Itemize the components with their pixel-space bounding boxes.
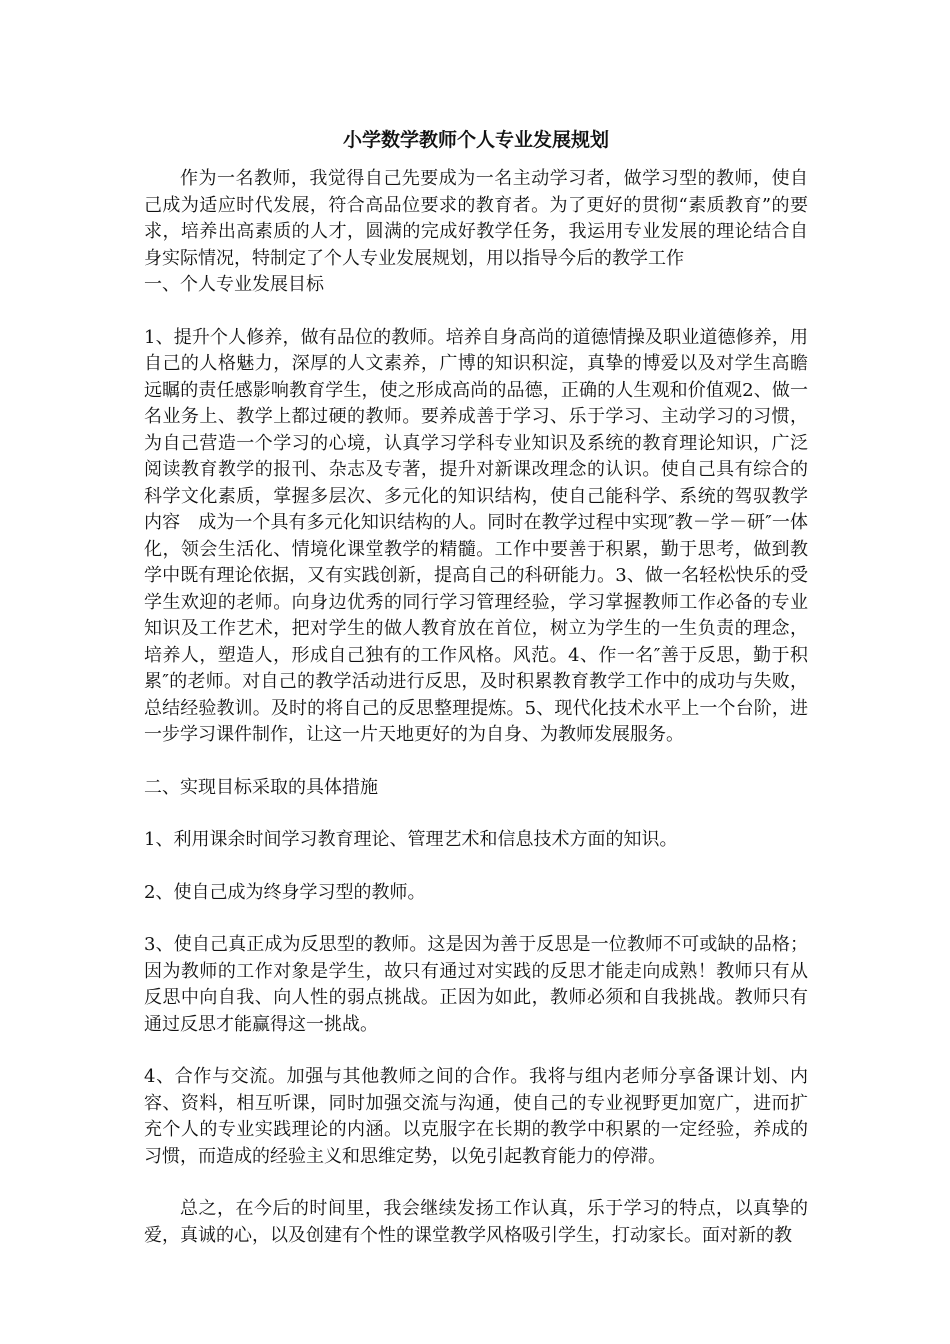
section1-heading: 一、个人专业发展目标 [144,274,324,295]
document-title: 小学数学教师个人专业发展规划 [342,129,609,151]
section1-body: 1、提升个人修养，做有品位的教师。培养自身高尚的道德情操及职业道德修养，用自己的人格魅力，深厚的人文素养，广博的知识积淀，真挚的博爱以及对学生高瞻远瞩的责任感影响教育学生，使之形成高尚的品德，正确的人生观和价值观2、做一名业务上、教学上都过硬的教师。要养成善于学习、乐于学习、主动学习的习惯，为自己营造一个学习的心境，认真学习学科专业知识及系统的教育理论知识，广泛阅读教育教学的报刊、杂志及专著，提升对新课改理念的认识。使自己具有综合的科学文化素质，掌握多层次、多元化的知识结构，使自己能科学、系统的驾驭教学内容 成为一个具有多元化知识结构的人。同时在教学过程中实现″教－学－研″一体化，领会生活化、情境化课堂教学的精髓。工作中要善于积累，勤于思考，做到教学中既有理论依据，又有实践创新，提高自己的科研能力。3、做一名轻松快乐的受学生欢迎的老师。向身边优秀的同行学习管理经验，学习掌握教师工作必备的专业知识及工作艺术，把对学生的做人教育放在首位，树立为学生的一生负责的理念，培养人，塑造人，形成自己独有的工作风格。风范。4、作一名″善于反思，勤于积累″的老师。对自己的教学活动进行反思，及时积累教育教学工作中的成功与失败，总结经验教训。及时的将自己的反思整理提炼。5、现代化技术水平上一个台阶，进一步学习课件制作，让这一片天地更好的为自身、为教师发展服务。 [144,326,808,745]
document-page [144,118,808,1249]
section2-heading: 二、实现目标采取的具体措施 [144,776,378,798]
measure-item-3: 3、使自己真正成为反思型的教师。这是因为善于反思是一位教师不可或缺的品格；因为教师的工作对象是学生，故只有通过对实践的反思才能走向成熟！教师只有从反思中向自我、向人性的弱点挑战。正因为如此，教师必须和自我挑战。教师只有通过反思才能赢得这一挑战。 [144,934,808,1035]
measure-item-2: 2、使自己成为终身学习型的教师。 [144,881,426,903]
measure-item-4: 4、合作与交流。加强与其他教师之间的合作。我将与组内老师分享备课计划、内容、资料，相互听课，同时加强交流与沟通，使自己的专业视野更加宽广，进而扩充个人的专业实践理论的内涵。以克服字在长期的教学中积累的一定经验，养成的习惯，而造成的经验主义和思维定势，以免引起教育能力的停滞。 [144,1066,808,1167]
conclusion-paragraph: 总之，在今后的时间里，我会继续发扬工作认真，乐于学习的特点，以真挚的爱，真诚的心，以及创建有个性的课堂教学风格吸引学生，打动家长。面对新的教 [144,1198,808,1246]
intro-paragraph: 作为一名教师，我觉得自己先要成为一名主动学习者，做学习型的教师，使自己成为适应时代发展，符合高品位要求的教育者。为了更好的贯彻“素质教育”的要求，培养出高素质的人才，圆满的完成好教学任务，我运用专业发展的理论结合自身实际情况，特制定了个人专业发展规划，用以指导今后的教学工作 [144,168,808,269]
measure-item-1: 1、利用课余时间学习教育理论、管理艺术和信息技术方面的知识。 [144,829,678,850]
